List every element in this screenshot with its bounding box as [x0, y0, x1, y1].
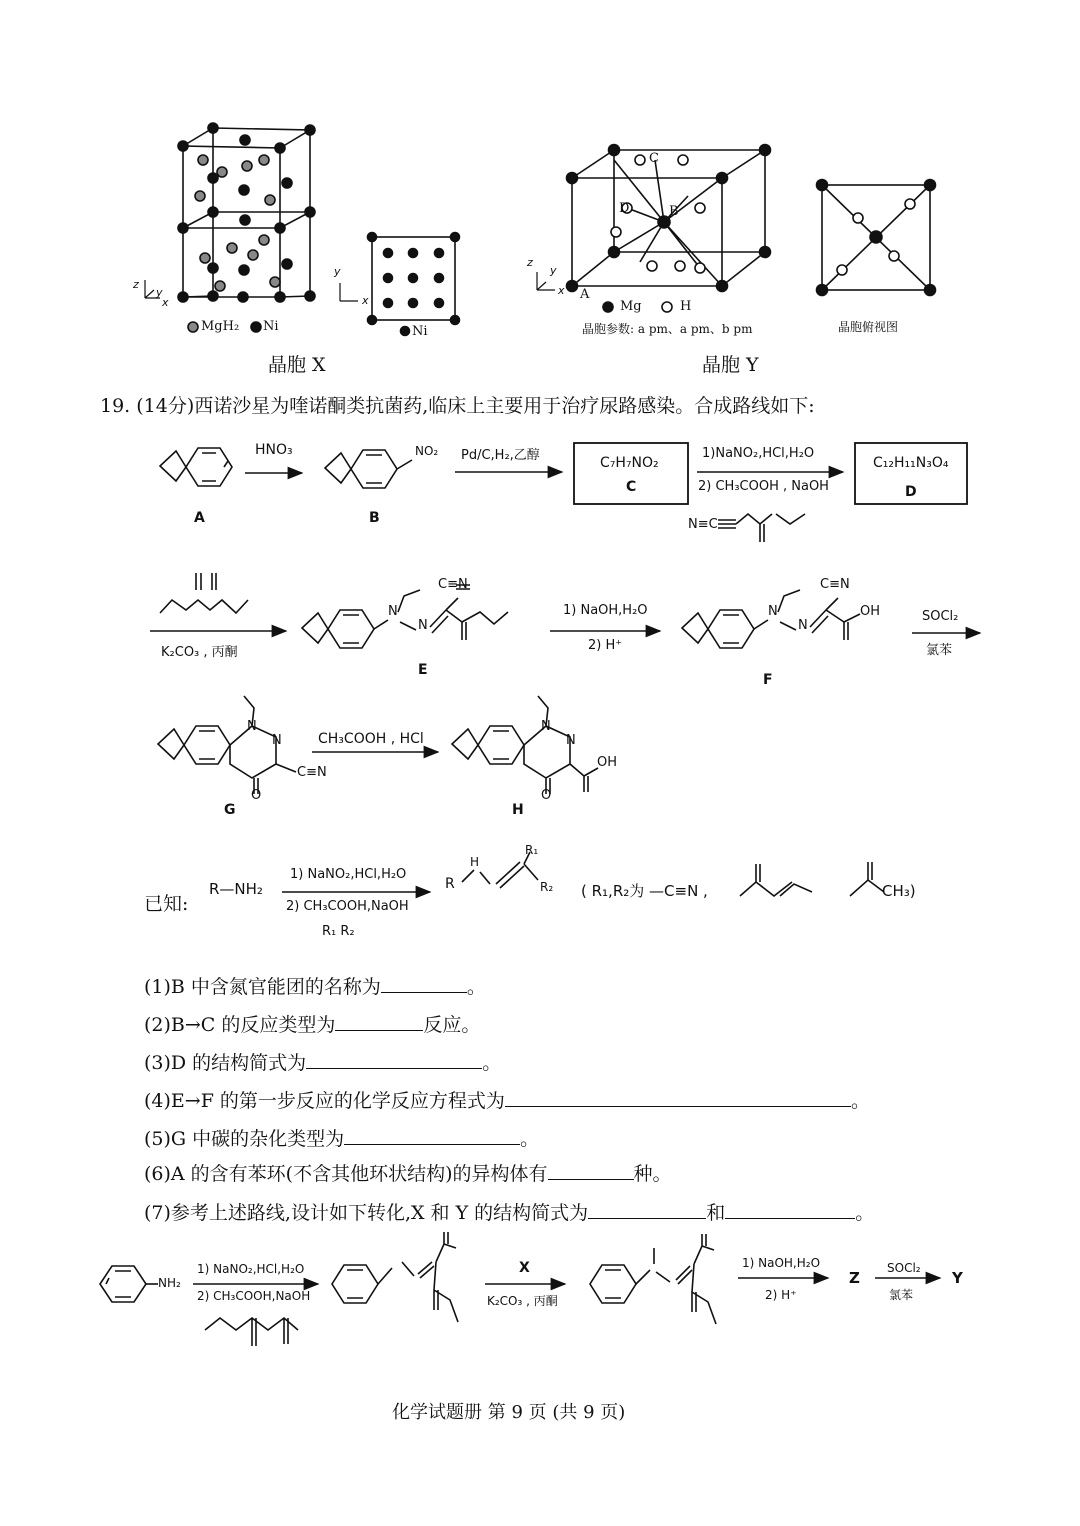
route7-hydro-1: 1) NaOH,H₂O: [742, 1256, 821, 1270]
molecule-e: [302, 585, 508, 648]
reagent-h-plus: 2) H⁺: [588, 638, 623, 653]
route7-hydro-2: 2) H⁺: [765, 1288, 797, 1302]
axis2-label-x: x: [362, 294, 369, 307]
molecule-b: [325, 450, 412, 488]
route7-socl2: SOCl₂: [887, 1261, 921, 1275]
label-atom-c: C: [649, 151, 659, 166]
known-note-ch3: CH₃): [882, 882, 916, 900]
f-cn: C≡N: [820, 577, 850, 592]
crystal-x-lattice: [178, 123, 315, 332]
known-product-r: R: [445, 876, 455, 892]
label-atom-b: B: [669, 204, 679, 219]
aniline: [100, 1266, 158, 1302]
molecule-f: [682, 590, 860, 648]
label-f: F: [763, 672, 773, 688]
question-4: (4)E→F 的第一步反应的化学反应方程式为 。: [144, 1090, 870, 1112]
diethyl-sulfate: [160, 573, 248, 613]
label-atom-a: A: [580, 287, 590, 302]
reagent-socl2: SOCl₂: [922, 609, 959, 624]
g-n2: N: [272, 733, 282, 748]
answer-blank-1[interactable]: [381, 974, 467, 993]
known-product-r2: R₂: [540, 880, 554, 894]
route7-x-cond: K₂CO₃ , 丙酮: [487, 1294, 558, 1308]
h-n1: N: [541, 719, 551, 734]
page-footer: 化学试题册 第 9 页 (共 9 页): [392, 1402, 626, 1423]
axis-label-x: x: [162, 296, 169, 309]
reagent-diazo-1: 1)NaNO₂,HCl,H₂O: [702, 446, 815, 461]
reagent-chlorobenzene: 氯苯: [926, 643, 953, 658]
legend-mgh2: MgH₂: [201, 319, 240, 334]
axis-label-z: z: [133, 278, 139, 291]
question-5: (5)G 中碳的杂化类型为 。: [144, 1128, 540, 1150]
y-axis-label-z: z: [527, 256, 533, 269]
label-c: C: [626, 479, 637, 495]
formula-c: C₇H₇NO₂: [600, 455, 659, 471]
reagent-naoh: 1) NaOH,H₂O: [563, 603, 648, 618]
h-o: O: [541, 788, 552, 803]
legend-ni: Ni: [263, 319, 279, 334]
reagent-hno3: HNO₃: [255, 442, 293, 458]
q19-header: 19. (14分)西诺沙星为喹诺酮类抗菌药,临床上主要用于治疗尿路感染。合成路线如下:: [100, 395, 815, 417]
question-3: (3)D 的结构简式为 。: [144, 1052, 502, 1074]
label-g: G: [224, 802, 236, 818]
molecule-a: [160, 448, 232, 486]
cyanoacetate: [718, 514, 805, 542]
molecule-h: [452, 696, 598, 794]
nitro-group: NO₂: [415, 444, 439, 458]
known-cond-1: 1) NaNO₂,HCl,H₂O: [290, 867, 407, 882]
e-n1: N: [388, 604, 398, 619]
crystal-x-projection: [340, 233, 460, 336]
label-e: E: [418, 662, 428, 678]
known-label: 已知:: [144, 893, 189, 915]
hydrazone-2: [590, 1234, 716, 1324]
formula-d: C₁₂H₁₁N₃O₄: [873, 455, 949, 471]
crystal-y-params: 晶胞参数: a pm、a pm、b pm: [582, 322, 753, 336]
h-oh: OH: [597, 755, 618, 770]
answer-blank-3[interactable]: [306, 1050, 482, 1069]
known-r1r2: R₁ R₂: [322, 924, 355, 939]
route7-y: Y: [952, 1269, 963, 1287]
axis2-label-y: y: [334, 265, 341, 278]
answer-blank-7a[interactable]: [588, 1200, 706, 1219]
y-axis-label-x: x: [558, 284, 565, 297]
answer-blank-5[interactable]: [344, 1126, 520, 1145]
known-rnh2: R—NH₂: [209, 880, 263, 898]
aniline-nh2: NH₂: [158, 1276, 181, 1290]
crystal-y-top-view: [817, 180, 936, 296]
hydrazone-1: [332, 1232, 458, 1322]
label-a: A: [194, 510, 205, 526]
cyano-reagent: N≡C: [688, 517, 718, 532]
f-oh: OH: [860, 604, 881, 619]
acetoacetate: [205, 1318, 298, 1346]
reagent-diazo-2: 2) CH₃COOH , NaOH: [698, 479, 829, 494]
legend-h: H: [680, 299, 692, 314]
known-product-r1: R₁: [525, 843, 539, 857]
question-7: (7)参考上述路线,设计如下转化,X 和 Y 的结构简式为 和 。: [144, 1202, 875, 1224]
reagent-pd: Pd/C,H₂,乙醇: [461, 448, 540, 463]
answer-blank-7b[interactable]: [725, 1200, 855, 1219]
route7-z: Z: [849, 1269, 860, 1287]
crystal-y-top-view-label: 晶胞俯视图: [838, 320, 899, 334]
e-n2: N: [418, 618, 428, 633]
g-cn: C≡N: [297, 765, 327, 780]
known-substituents: [740, 862, 884, 896]
answer-blank-2[interactable]: [335, 1012, 423, 1031]
answer-blank-4[interactable]: [505, 1088, 851, 1107]
g-o: O: [251, 788, 262, 803]
crystal-y-lattice: [537, 145, 771, 313]
legend-mg: Mg: [620, 299, 642, 314]
f-n2: N: [798, 618, 808, 633]
h-n2: N: [566, 733, 576, 748]
f-n1: N: [768, 604, 778, 619]
route7-x: X: [519, 1260, 530, 1276]
axis-label-y: y: [156, 286, 163, 299]
route7-cond-2: 2) CH₃COOH,NaOH: [197, 1289, 311, 1303]
reagent-acoh-hcl: CH₃COOH , HCl: [318, 731, 424, 747]
g-n1: N: [247, 719, 257, 734]
e-cn: C≡N: [438, 577, 468, 592]
known-product-h: H: [470, 855, 480, 869]
legend-ni-2: Ni: [412, 324, 428, 339]
label-atom-d: D: [619, 201, 630, 216]
question-1: (1)B 中含氮官能团的名称为 。: [144, 976, 486, 998]
y-axis-label-y: y: [550, 264, 557, 277]
label-h: H: [512, 802, 524, 818]
known-cond-2: 2) CH₃COOH,NaOH: [286, 899, 409, 914]
caption-crystal-x: 晶胞 X: [268, 354, 326, 376]
known-note: ( R₁,R₂为 —C≡N ,: [581, 882, 708, 900]
question-2: (2)B→C 的反应类型为 反应。: [144, 1014, 481, 1036]
route7-cond-1: 1) NaNO₂,HCl,H₂O: [197, 1262, 305, 1276]
label-d: D: [905, 484, 917, 500]
caption-crystal-y: 晶胞 Y: [702, 354, 759, 376]
route7-solvent: 氯苯: [889, 1288, 914, 1302]
answer-blank-6[interactable]: [548, 1161, 634, 1180]
reagent-k2co3: K₂CO₃ , 丙酮: [161, 645, 238, 660]
question-6: (6)A 的含有苯环(不含其他环状结构)的异构体有 种。: [144, 1163, 672, 1185]
label-b: B: [369, 510, 380, 526]
